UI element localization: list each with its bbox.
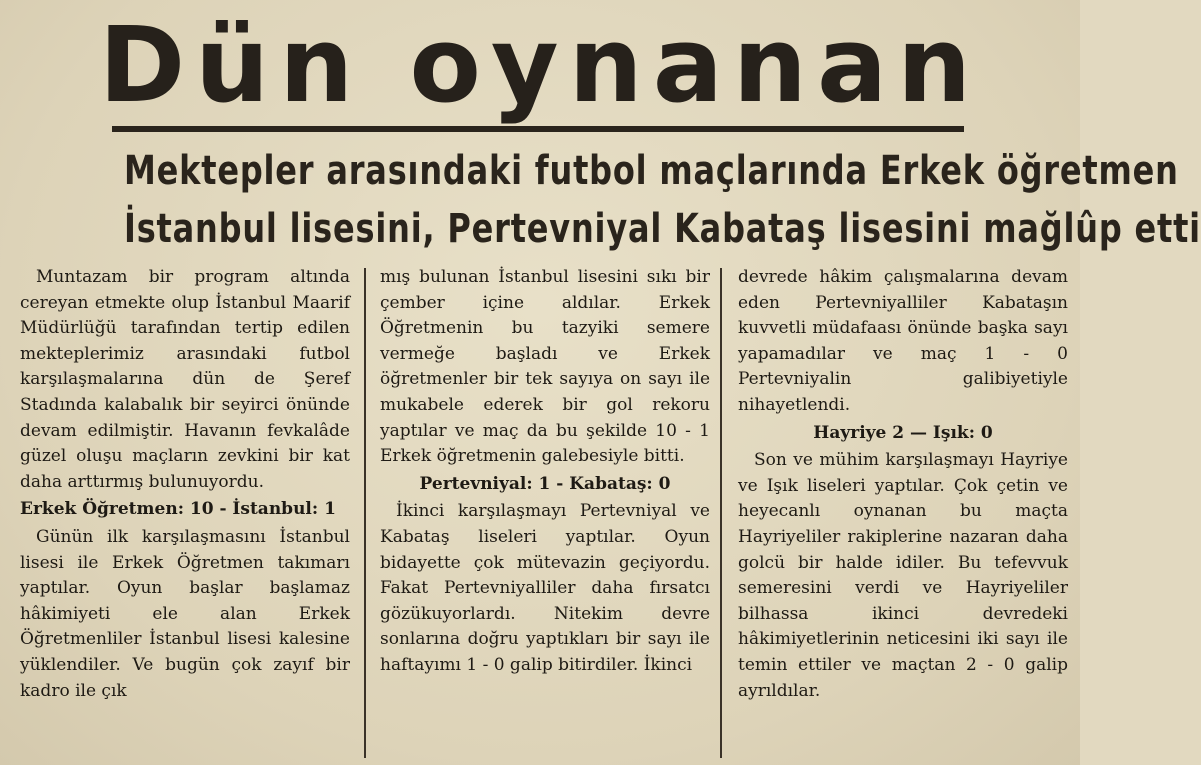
column-3-continuation: devrede hâkim çalışmalarına devam eden Pertevniyalliler Kabataşın kuvvetli müdafaası önünde başka sayı yapamadılar ve maç 1 - 0 Pertevniyalin galibiyetiyle nihayetlendi.: [738, 267, 1068, 415]
column-3-body: Son ve mühim karşılaşmayı Hayriye ve Işık liseleri yaptılar. Çok çetin ve heyecanlı oynanan bu maçta Hayriyeliler rakiplerine nazaran daha golcü bir halde idiler. Bu tefevvuk semeresini verdi ve Hayriyeliler bilhassa ikinci devredeki hâkimiyetlerinin neticesini iki sayı ile temin ettiler ve maçtan 2 - 0 galip ayrıldılar.: [738, 450, 1068, 701]
column-3: [738, 265, 1068, 704]
column-1: [20, 265, 350, 704]
column-1-intro: Muntazam bir program altında cereyan etmekte olup İstanbul Maarif Müdürlüğü tarafından tertip edilen mekteplerimiz arasındaki futbol karşılaşmalarına dün de Şeref Stadında kalabalık bir seyirci önünde devam edilmiştir. Havanın fevkalâde güzel oluşu maçların zevkini bir kat daha arttırmış bulunuyordu.: [20, 267, 350, 492]
column-2-body: İkinci karşılaşmayı Pertevniyal ve Kabataş liseleri yaptılar. Oyun bidayette çok mütevazin geçiyordu. Fakat Pertevniyalliler daha fırsatcı gözükuyorlardı. Nitekim devre sonlarına doğru yaptıkları bir sayı ile haftayımı 1 - 0 galip bitirdiler. İkinci: [380, 501, 710, 675]
match-heading-erkek-istanbul: Erkek Öğretmen: 10 - İstanbul: 1: [20, 499, 336, 520]
column-1-body: Günün ilk karşılaşmasını İstanbul lisesi ile Erkek Öğretmen takımarı yaptılar. Oyun başlar başlamaz hâkimiyeti ele alan Erkek Öğretmenliler İstanbul lisesi kalesine yüklendiler. Ve bugün çok zayıf bir kadro ile çık: [20, 526, 350, 701]
column-2-continuation: mış bulunan İstanbul lisesini sıkı bir çember içine aldılar. Erkek Öğretmenin bu tazyiki semere vermeğe başladı ve Erkek öğretmenler bir tek sayıya on sayı ile mukabele ederek bir gol rekoru yaptılar ve maç da bu şekilde 10 - 1 Erkek öğretmenin galebesiyle bitti.: [380, 267, 710, 467]
headline-rule: [112, 126, 964, 132]
column-divider: [364, 268, 366, 758]
column-2: [380, 265, 710, 679]
column-divider: [720, 268, 722, 758]
headline: Dün oynanan: [98, 4, 982, 126]
subheadline-line-2: İstanbul lisesini, Pertevniyal Kabataş lisesini mağlûp etti: [124, 206, 1201, 252]
subheadline-line-1: Mektepler arasındaki futbol maçlarında Erkek öğretmen: [124, 148, 1179, 194]
match-heading-pertevniyal-kabatas: Pertevniyal: 1 - Kabataş: 0: [419, 473, 671, 494]
match-heading-hayriye-isik: Hayriye 2 — Işık: 0: [813, 422, 993, 443]
